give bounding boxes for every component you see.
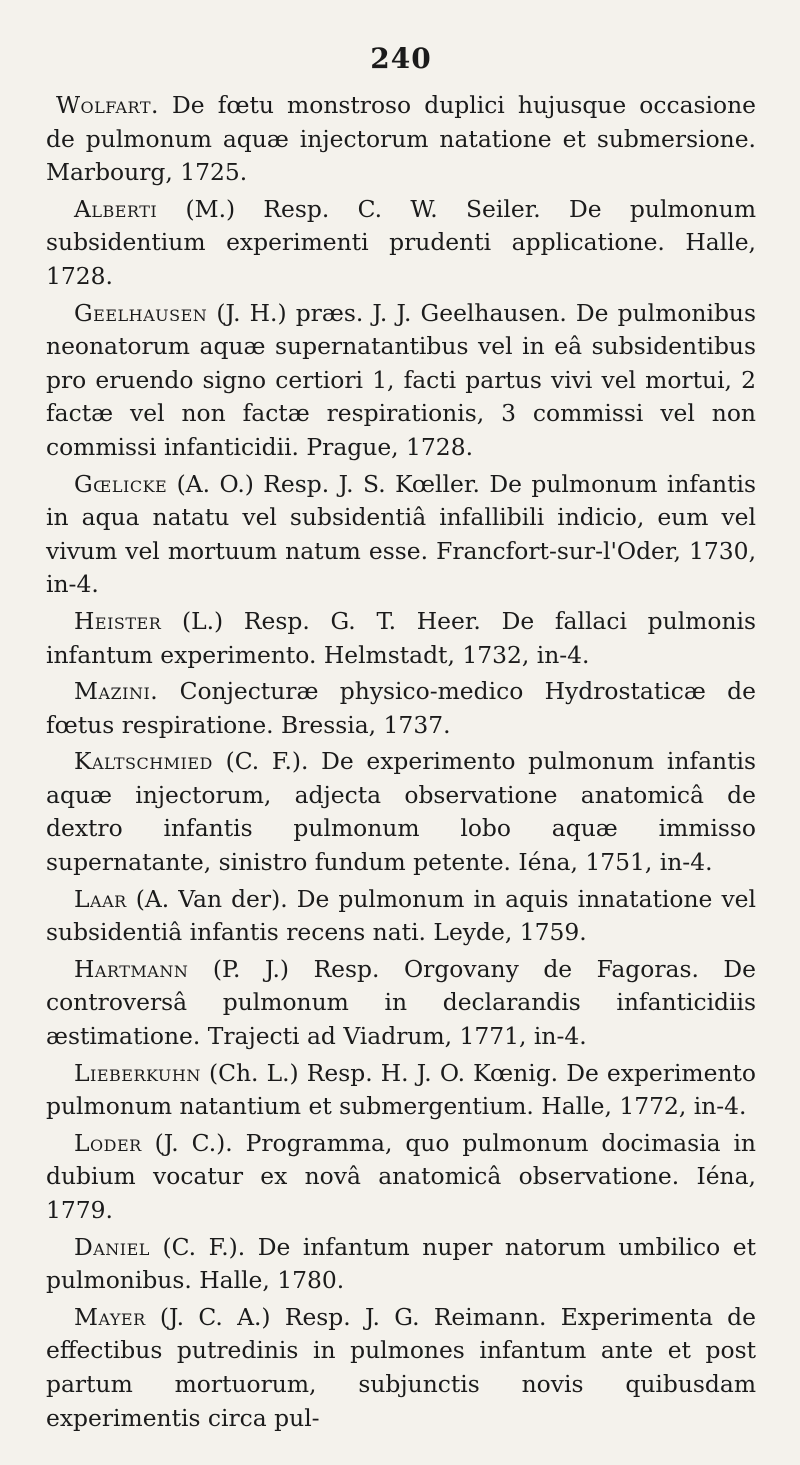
entry-author: Geelhausen — [74, 298, 208, 327]
entry-text: (J. C.). Programma, quo pulmonum docimasia in dubium vocatur ex novâ anatomicâ observatione. Iéna, 1779. — [46, 1128, 756, 1224]
entry-text: De fœtu monstroso duplici hujusque occasione de pulmonum aquæ injectorum natatione et submersione. Marbourg, 1725. — [46, 91, 756, 187]
bibliography-entry — [46, 1057, 756, 1124]
entry-author: Hartmann — [74, 954, 189, 983]
entry-text: (J. H.) præs. J. J. Geelhausen. De pulmonibus neonatorum aquæ supernatantibus vel in eâ subsidentibus pro eruendo signo certiori 1, facti partus vivi vel mortui, 2 factæ vel non factæ respirationis, 3 commissi vel non commissi infanticidii. Prague, 1728. — [46, 298, 756, 461]
bibliography-entry — [46, 745, 756, 879]
entry-author: Kaltschmied — [74, 747, 213, 776]
entry-text: (P. J.) Resp. Orgovany de Fagoras. De controversâ pulmonum in declarandis infanticidiis æstimatione. Trajecti ad Viadrum, 1771, in-4. — [46, 954, 756, 1051]
bibliography-entry — [46, 193, 756, 294]
entry-author: Alberti — [74, 194, 158, 223]
entry-author: Wolfart. — [56, 91, 159, 119]
bibliography-entry — [46, 468, 756, 602]
entry-author: Heister — [74, 606, 162, 635]
entry-author: Lieberkuhn — [74, 1058, 201, 1087]
entry-author: Gœlicke — [74, 469, 168, 498]
bibliography-entry — [46, 1127, 756, 1228]
bibliography-entry — [46, 953, 756, 1054]
bibliography-entry — [46, 883, 756, 950]
entry-text: (C. F.). De infantum nuper natorum umbilico et pulmonibus. Halle, 1780. — [46, 1232, 756, 1295]
bibliography-entry — [46, 89, 756, 190]
bibliography-entry — [46, 675, 756, 742]
entry-text: Conjecturæ physico-medico Hydrostaticæ de fœtus respiratione. Bressia, 1737. — [46, 677, 756, 739]
entry-author: Loder — [74, 1128, 142, 1157]
bibliography-list — [46, 89, 756, 1435]
bibliography-entry — [46, 297, 756, 465]
entry-author: Daniel — [74, 1232, 150, 1261]
bibliography-entry — [46, 1301, 756, 1435]
entry-author: Mayer — [74, 1302, 146, 1331]
bibliography-entry — [46, 605, 756, 672]
entry-text: (A. O.) Resp. J. S. Kœller. De pulmonum infantis in aqua natatu vel subsidentiâ infallibili indicio, eum vel vivum vel mortuum natum esse. Francfort-sur-l'Oder, 1730, in-4. — [46, 469, 756, 599]
entry-text: (M.) Resp. C. W. Seiler. De pulmonum subsidentium experimenti prudenti applicatione. Halle, 1728. — [46, 194, 756, 290]
entry-text: (A. Van der). De pulmonum in aquis innatatione vel subsidentiâ infantis recens nati. Leyde, 1759. — [46, 884, 756, 947]
entry-text: (J. C. A.) Resp. J. G. Reimann. Experimenta de effectibus putredinis in pulmones infantum ante et post partum mortuorum, subjunctis novis quibusdam experimentis circa pul- — [46, 1302, 756, 1432]
entry-author: Laar — [74, 884, 127, 913]
entry-text: (Ch. L.) Resp. H. J. O. Kœnig. De experimento pulmonum natantium et submergentium. Halle, 1772, in-4. — [46, 1058, 756, 1121]
entry-author: Mazini. — [74, 677, 159, 706]
entry-text: (L.) Resp. G. T. Heer. De fallaci pulmonis infantum experimento. Helmstadt, 1732, in-4. — [46, 606, 756, 669]
entry-text: (C. F.). De experimento pulmonum infantis aquæ injectorum, adjecta observatione anatomicâ de dextro infantis pulmonum lobo aquæ immisso supernatante, sinistro fundum petente. Iéna, 1751, in-4. — [46, 747, 756, 877]
page-number: 240 — [370, 42, 432, 75]
bibliography-entry — [46, 1231, 756, 1298]
